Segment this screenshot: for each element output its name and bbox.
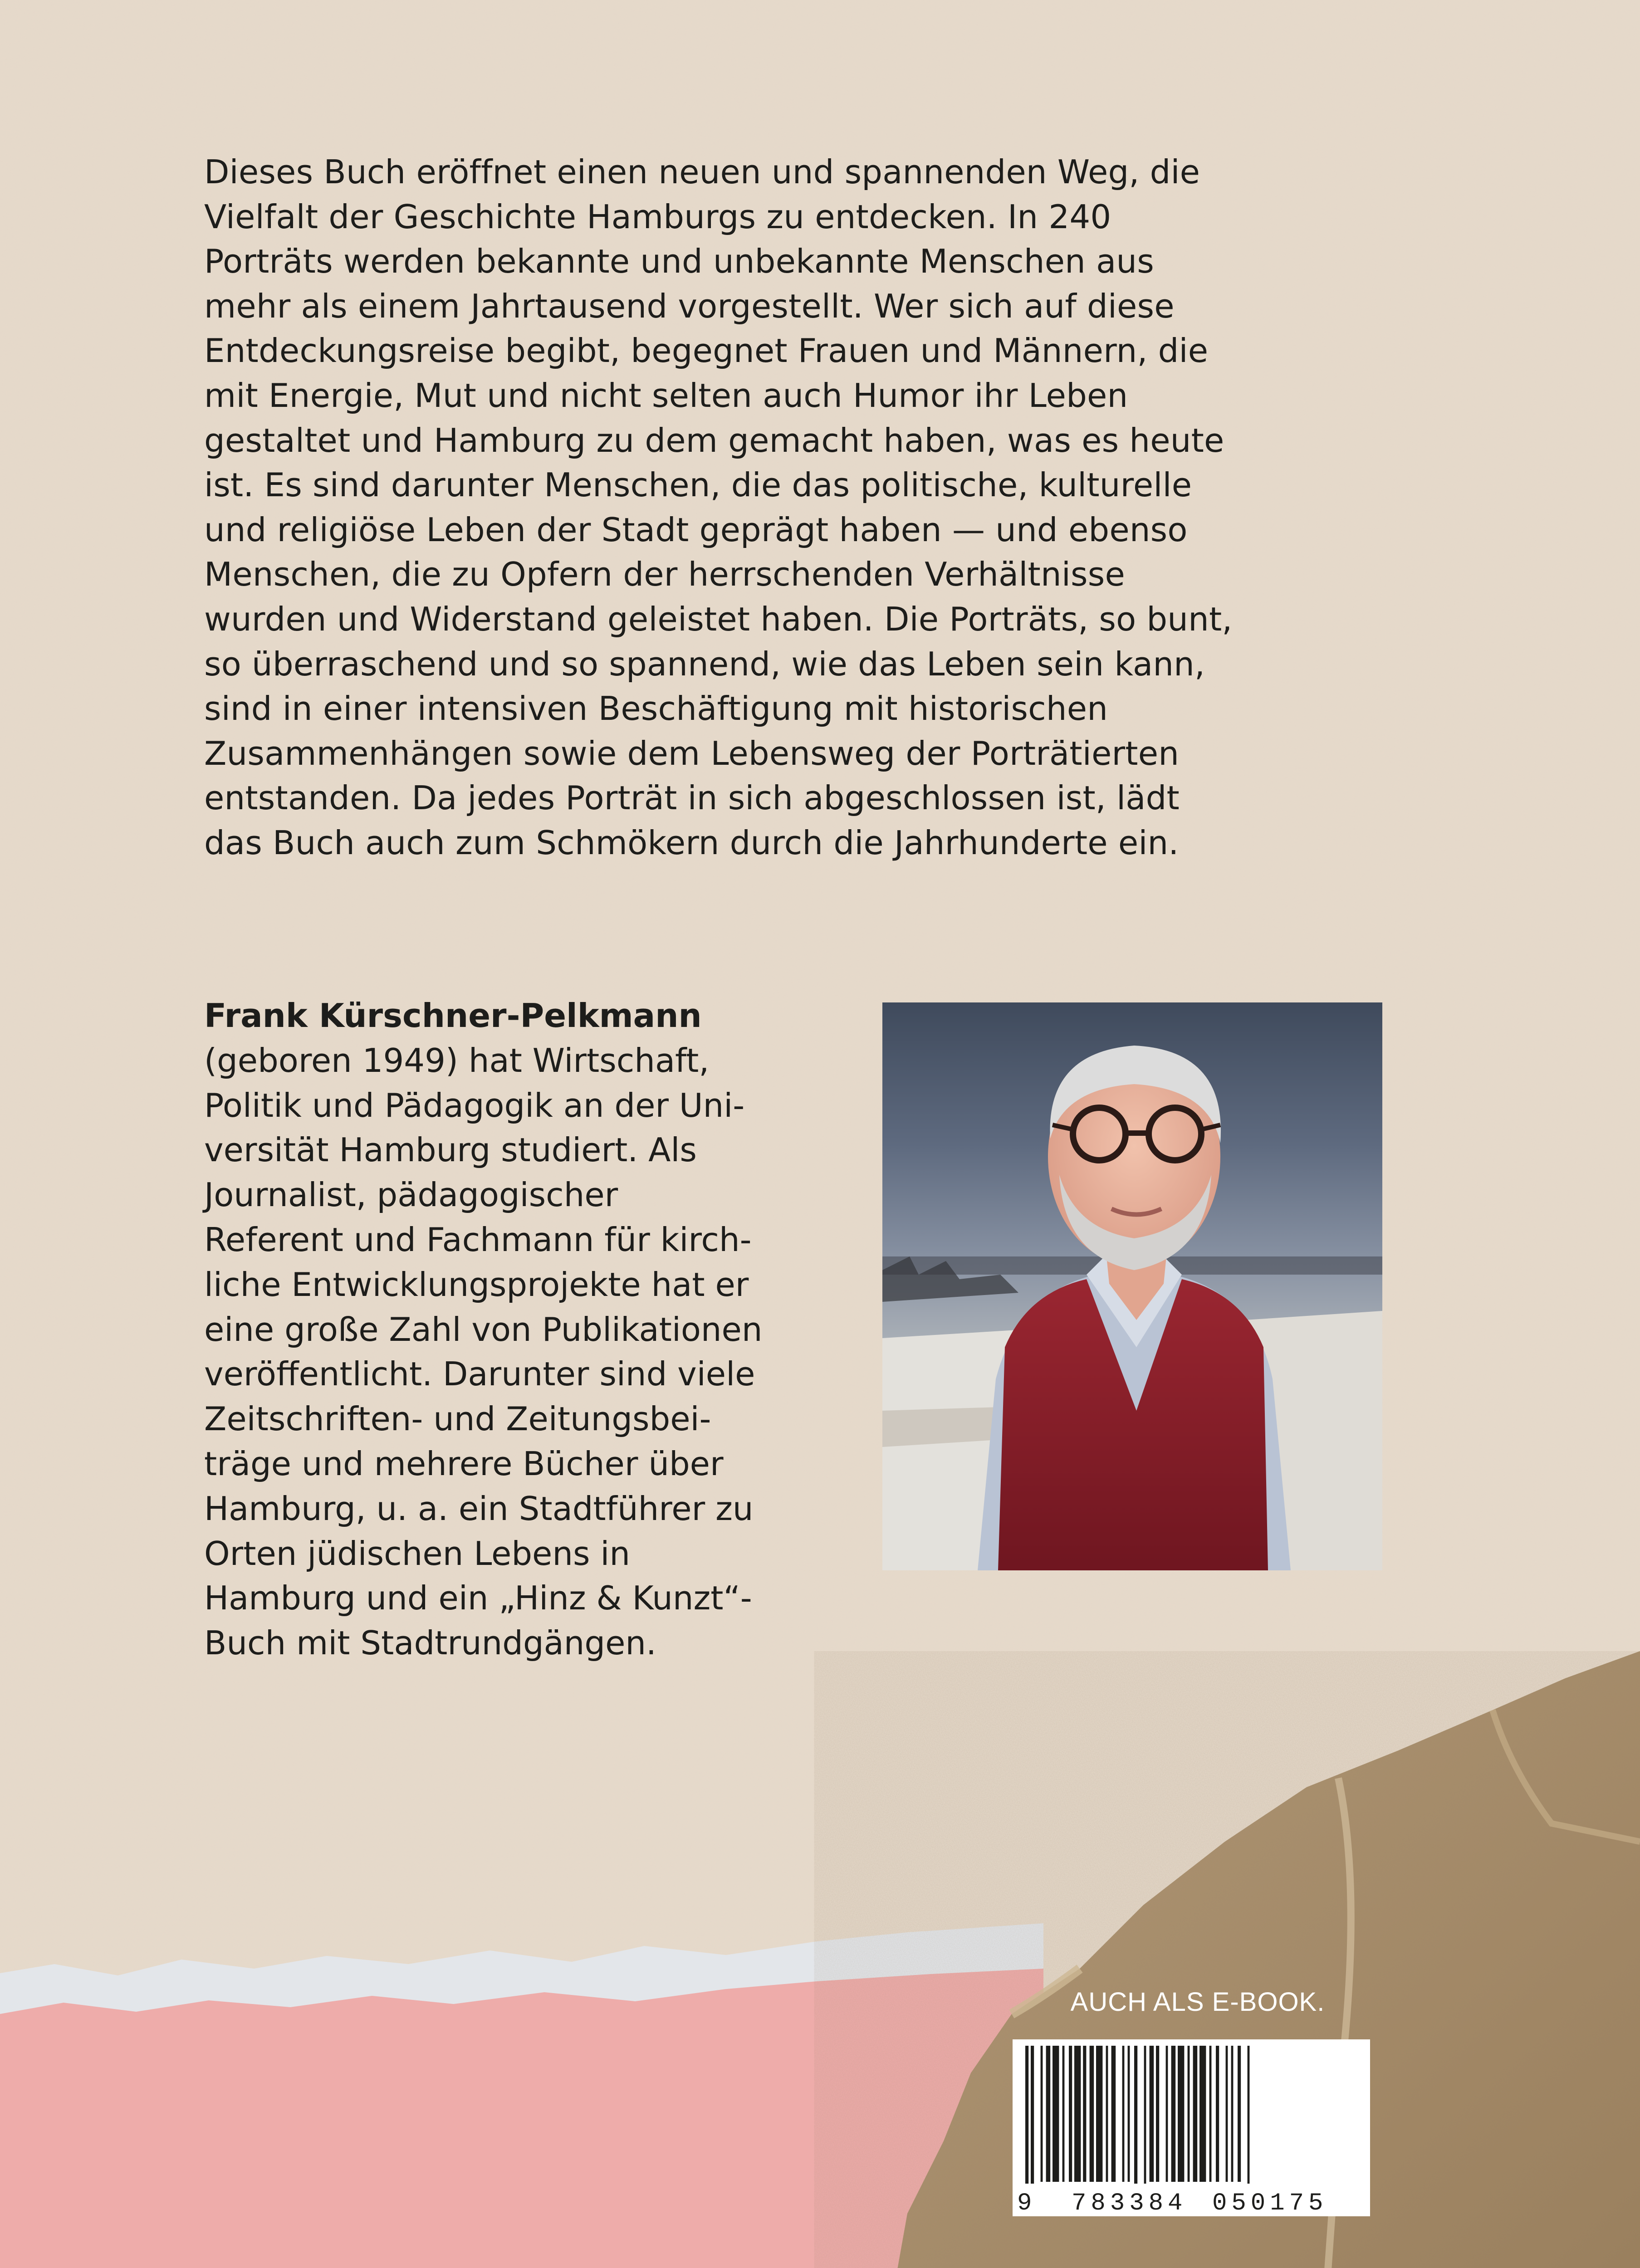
blurb-line: und religiöse Leben der Stadt geprägt haben — und ebenso	[204, 510, 1188, 549]
blurb-line: entstanden. Da jedes Porträt in sich abgeschlossen ist, lädt	[204, 779, 1180, 817]
blurb-line: Entdeckungsreise begibt, begegnet Frauen und Männern, die	[204, 332, 1209, 370]
bio-line: Hamburg und ein „Hinz & Kunzt“-	[204, 1579, 752, 1618]
barcode-digits-right: 050175	[1212, 2190, 1328, 2216]
torn-paper-collage	[0, 1651, 1640, 2268]
bio-line: Orten jüdischen Lebens in	[204, 1534, 631, 1573]
bio-line: Journalist, pädagogischer	[204, 1176, 618, 1214]
barcode-digits-left: 783384	[1072, 2190, 1187, 2216]
blurb-line: mehr als einem Jahrtausend vorgestellt. Wer sich auf diese	[204, 287, 1175, 325]
barcode-bar	[1025, 2046, 1028, 2198]
author-name: Frank Kürschner-Pelkmann	[204, 997, 702, 1035]
barcode-bar	[1144, 2046, 1146, 2198]
blurb-line: mit Energie, Mut und nicht selten auch Humor ihr Leben	[204, 376, 1128, 415]
blurb-line: das Buch auch zum Schmökern durch die Jahrhunderte ein.	[204, 823, 1179, 862]
barcode-bar	[1171, 2046, 1176, 2182]
barcode-bar	[1128, 2046, 1130, 2182]
barcode-bar	[1166, 2046, 1168, 2182]
barcode-bar	[1226, 2046, 1228, 2182]
blurb-line: Vielfalt der Geschichte Hamburgs zu entdecken. In 240	[204, 197, 1111, 236]
barcode-bar	[1231, 2046, 1234, 2182]
barcode-bar	[1216, 2046, 1219, 2182]
barcode-bar	[1248, 2046, 1250, 2198]
barcode-digit-prefix: 9	[1017, 2190, 1032, 2216]
bio-line: Hamburg, u. a. ein Stadtführer zu	[204, 1489, 754, 1528]
barcode-bar	[1199, 2046, 1206, 2182]
barcode-bar	[1053, 2046, 1059, 2182]
bio-line: versität Hamburg studiert. Als	[204, 1131, 697, 1169]
bio-line: Referent und Fachmann für kirch-	[204, 1220, 752, 1259]
bio-line: träge und mehrere Bücher über	[204, 1444, 724, 1483]
bio-line: (geboren 1949) hat Wirtschaft,	[204, 1041, 710, 1080]
blurb-line: Menschen, die zu Opfern der herrschenden Verhältnisse	[204, 555, 1125, 594]
barcode-bar	[1209, 2046, 1212, 2182]
blurb-line: sind in einer intensiven Beschäftigung mit historischen	[204, 689, 1108, 728]
barcode-bar	[1090, 2046, 1094, 2182]
blurb-line: so überraschend und so spannend, wie das Leben sein kann,	[204, 645, 1205, 683]
barcode-bar	[1111, 2046, 1116, 2182]
barcode-bar	[1188, 2046, 1190, 2182]
bio-line: eine große Zahl von Publikationen	[204, 1310, 763, 1349]
bio-line: veröffentlicht. Darunter sind viele	[204, 1355, 755, 1393]
barcode-bar	[1041, 2046, 1043, 2182]
barcode-bar	[1083, 2046, 1086, 2182]
blurb-line: wurden und Widerstand geleistet haben. Die Porträts, so bunt,	[204, 600, 1233, 638]
barcode-bar	[1134, 2046, 1137, 2198]
barcode-bar	[1031, 2046, 1034, 2198]
barcode-bar	[1046, 2046, 1051, 2182]
author-portrait	[882, 1002, 1382, 1570]
barcode-bar	[1106, 2046, 1108, 2182]
barcode-bar	[1150, 2046, 1154, 2182]
bio-line: liche Entwicklungsprojekte hat er	[204, 1265, 749, 1304]
author-bio	[204, 993, 885, 1666]
blurb-line: ist. Es sind darunter Menschen, die das politische, kulturelle	[204, 466, 1192, 504]
barcode-bar	[1122, 2046, 1125, 2182]
barcode-bar	[1238, 2046, 1241, 2182]
bio-line: Zeitschriften- und Zeitungsbei-	[204, 1400, 711, 1438]
isbn-barcode	[1013, 2039, 1370, 2216]
blurb-line: gestaltet und Hamburg zu dem gemacht haben, was es heute	[204, 421, 1224, 459]
barcode-bar	[1062, 2046, 1065, 2182]
barcode-bar	[1178, 2046, 1184, 2182]
barcode-bar	[1193, 2046, 1198, 2182]
blurb-line: Dieses Buch eröffnet einen neuen und spannenden Weg, die	[204, 153, 1200, 191]
barcode-bar	[1074, 2046, 1081, 2182]
blurb-paragraph	[204, 150, 1393, 865]
barcode-bar	[1156, 2046, 1159, 2182]
barcode-bar	[1069, 2046, 1072, 2182]
blurb-line: Zusammenhängen sowie dem Lebensweg der Porträtierten	[204, 734, 1180, 772]
bio-line: Politik und Pädagogik an der Uni-	[204, 1086, 745, 1124]
barcode-bar	[1096, 2046, 1102, 2182]
ebook-note: AUCH ALS E-BOOK.	[1070, 1987, 1325, 2017]
bio-line: Buch mit Stadtrundgängen.	[204, 1624, 656, 1662]
blurb-line: Porträts werden bekannte und unbekannte Menschen aus	[204, 242, 1154, 281]
